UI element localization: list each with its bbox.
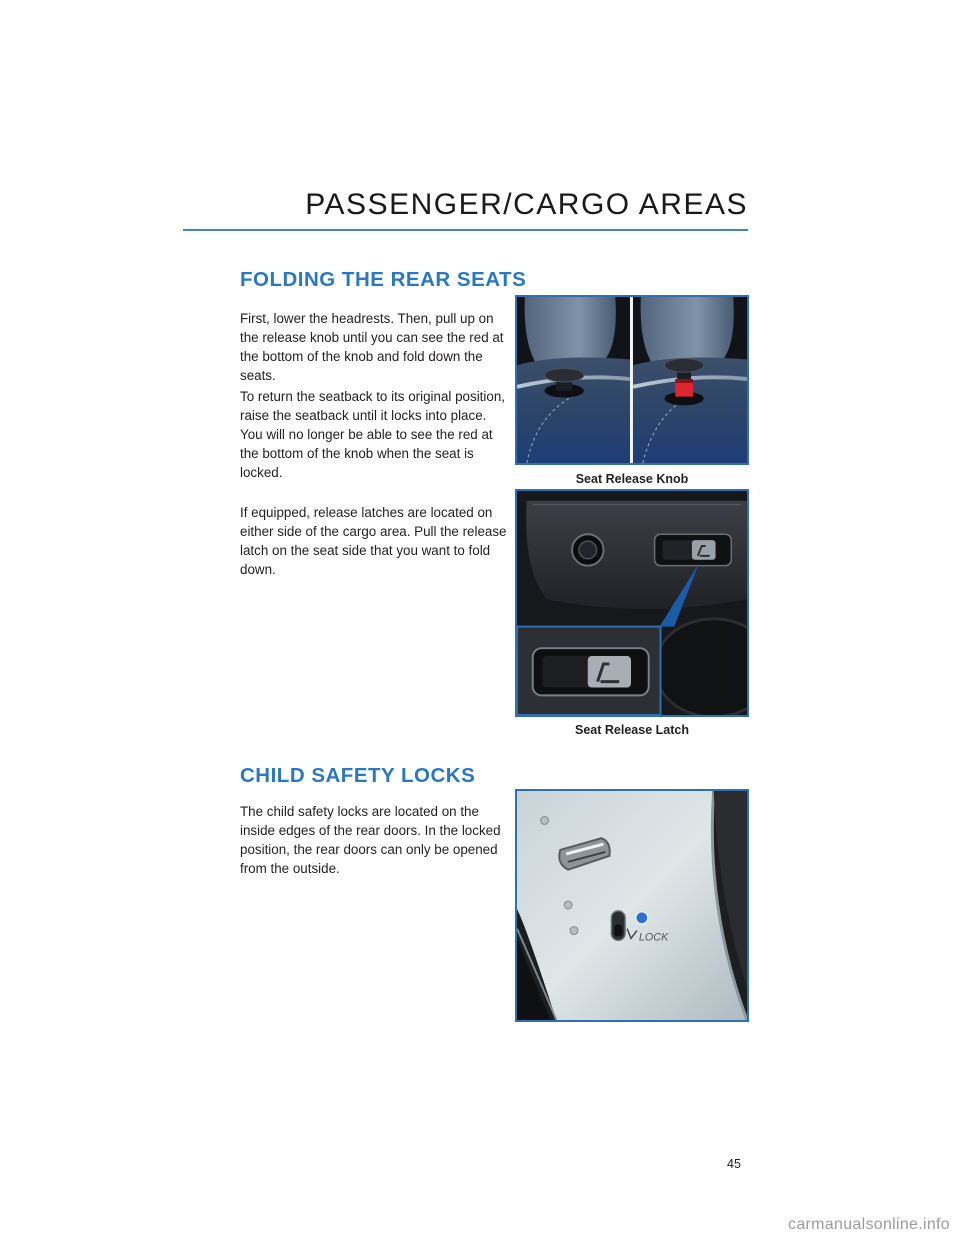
heading-child-safety-locks: CHILD SAFETY LOCKS	[240, 764, 476, 787]
lock-label: LOCK	[638, 931, 669, 944]
seat-release-knob-photo	[515, 295, 749, 465]
header-rule	[183, 229, 748, 231]
heading-folding-rear-seats: FOLDING THE REAR SEATS	[240, 268, 527, 291]
paragraph-release-latches: If equipped, release latches are located on either side of the cargo area. Pull the release latch on the seat side that you want to fold down.	[240, 505, 507, 577]
seat-release-latch-photo	[515, 489, 749, 717]
paragraph-lower-headrests: First, lower the headrests. Then, pull up on the release knob until you can see the red at the bottom of the knob and fold down the seats.	[240, 311, 504, 383]
caption-seat-release-knob: Seat Release Knob	[575, 472, 689, 486]
paragraph-child-locks: The child safety locks are located on the inside edges of the rear doors. In the locked position, the rear doors can only be opened from the outside.	[240, 804, 501, 876]
page-header-title: PASSENGER/CARGO AREAS	[305, 188, 748, 221]
paragraph-return-seatback: To return the seatback to its original position, raise the seatback until it locks into place. You will no longer be able to see the red at the bottom of the knob when the seat is locked.	[240, 389, 505, 480]
caption-seat-release-latch: Seat Release Latch	[575, 723, 689, 737]
child-safety-lock-photo	[515, 789, 749, 1022]
page-number: 45	[727, 1157, 741, 1171]
watermark: carmanualsonline.info	[788, 1216, 950, 1233]
